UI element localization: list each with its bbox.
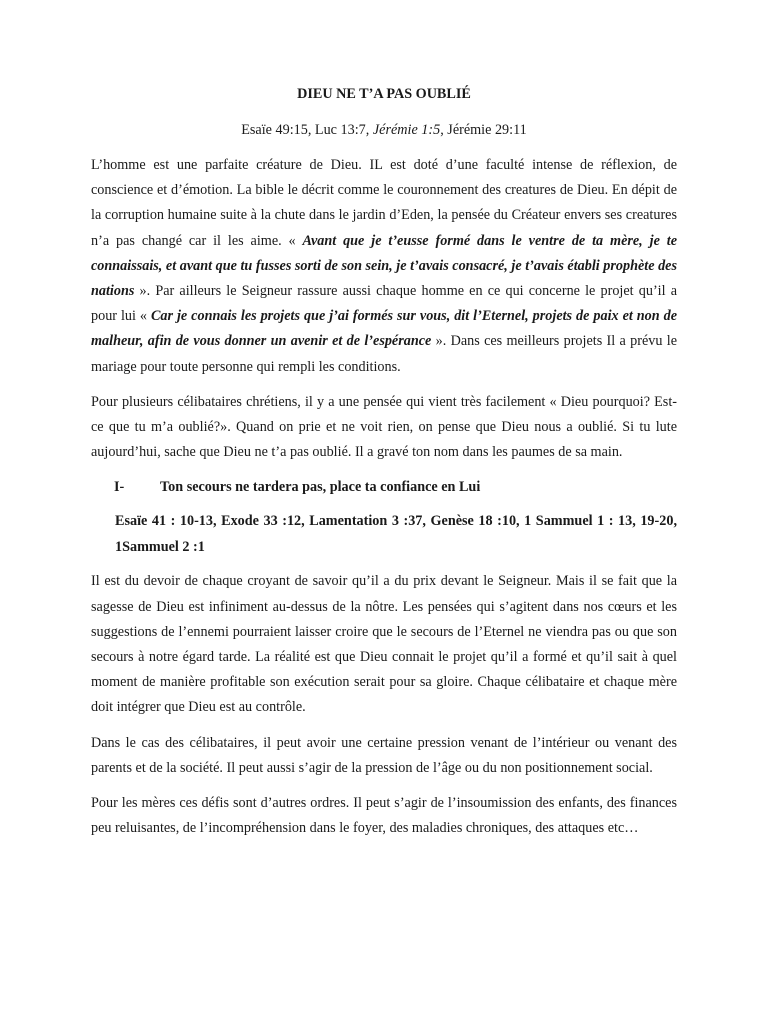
paragraph-4: Dans le cas des célibataires, il peut avoir une certaine pression venant de l’intérieur ou venant des parents et de la société. Il peut aussi s’agir de la pression de l’âge ou du non positionnement social. [91,734,677,776]
section-title: Ton secours ne tardera pas, place ta confiance en Lui [160,479,481,496]
p1-text-1: L’homme est une parfaite créature de Dieu. IL est doté d’une faculté intense de réflexion, de conscience et d’émotion. La bible le décrit comme le couronnement des creatures de Dieu. En dépit de la corruption humaine suite à la chute dans le jardin d’Eden, la pensée du Créateur envers ses creatures n’a pas changé car il les aime. « [91,157,677,249]
document-title: DIEU NE T’A PAS OUBLIÉ [297,86,471,102]
refs-part1: Esaïe 49:15, Luc 13:7, [241,122,373,138]
section-number: I- [114,479,125,496]
refs-part3: , Jérémie 29:11 [440,122,527,138]
paragraph-3: Il est du devoir de chaque croyant de savoir qu’il a du prix devant le Seigneur. Mais il se fait que la sagesse de Dieu est infiniment au-dessus de la nôtre. Les pensées qui s’agitent dans nos cœurs et les suggestions de l’ennemi pourraient laisser croire que le secours de l’Eternel ne viendra pas ou que son secours à notre égard tarde. La réalité est que Dieu connait le projet qu’il a formé et qu’il sait à quel moment de manière profitable son exécution serait pour sa gloire. Chaque célibataire et chaque mère doit intégrer que Dieu est au contrôle. [91,573,677,716]
paragraph-1 [91,153,677,380]
document-page [91,82,677,841]
p1-quote-1: Avant que je t’eusse formé dans le ventre de ta mère, je te connaissais, et avant que tu fusses sorti de son sein, je t’avais consacré, je t’avais établi prophète des nations [91,232,678,300]
section-references: Esaïe 41 : 10-13, Exode 33 :12, Lamentation 3 :37, Genèse 18 :10, 1 Sammuel 1 : 13, 19-20, 1Sammuel 2 :1 [115,513,677,556]
paragraph-5: Pour les mères ces défis sont d’autres ordres. Il peut s’agir de l’insoumission des enfants, des finances peu reluisantes, de l’incompréhension dans le foyer, des maladies chroniques, des attaques etc… [91,795,677,837]
section-heading [91,475,677,499]
scripture-references [91,118,677,142]
p1-text-3: ». Dans ces meilleurs projets Il a prévu le mariage pour toute personne qui rempli les conditions. [91,333,677,375]
p1-text-2: ». Par ailleurs le Seigneur rassure aussi chaque homme en ce qui concerne le projet qu’il a pour lui « [91,283,677,325]
refs-part2: Jérémie 1:5 [372,122,441,138]
p1-quote-2: Car je connais les projets que j’ai formés sur vous, dit l’Eternel, projets de paix et non de malheur, afin de vous donner un avenir et de l’espérance [91,308,677,350]
paragraph-2: Pour plusieurs célibataires chrétiens, il y a une pensée qui vient très facilement « Dieu pourquoi? Est-ce que tu m’a oublié?». Quand on prie et ne voit rien, on pense que Dieu nous a oublié. Si tu lute aujourd’hui, sache que Dieu ne t’a pas oublié. Il a gravé ton nom dans les paumes de sa main. [91,393,677,461]
